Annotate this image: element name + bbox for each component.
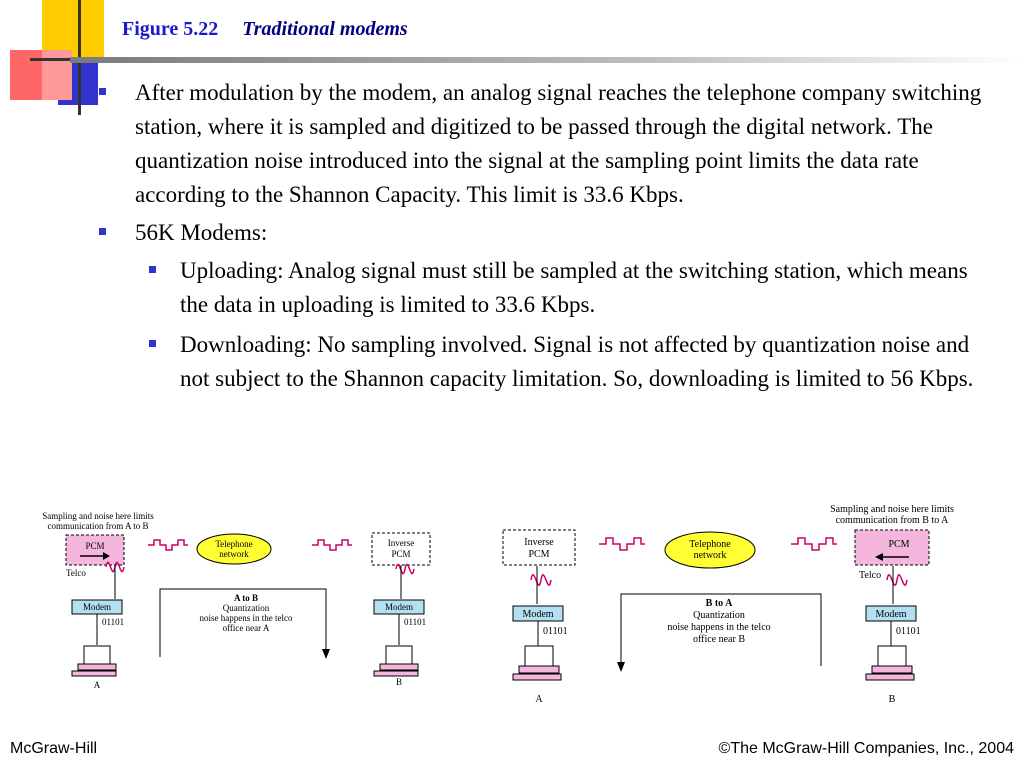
arrow-text: noise happens in the telco [199, 613, 293, 623]
network-label: Telephone [215, 539, 253, 549]
label-b: B [888, 694, 896, 705]
label-a: A [535, 694, 543, 705]
label-b: B [395, 677, 403, 687]
label-a: A [93, 680, 101, 690]
note-text: communication from A to B [47, 521, 149, 531]
digital-signal [791, 538, 837, 550]
modem-label: Modem [875, 609, 907, 620]
modem-label: Modem [385, 602, 413, 612]
inverse-label: Inverse [387, 538, 415, 548]
network-label: network [219, 549, 249, 559]
computer-icon [72, 646, 116, 676]
bullet-list [96, 76, 996, 399]
bullet-item: After modulation by the modem, an analog signal reaches the telephone company switching station, where it is sampled and digitized to be passed through the digital network. The quantization noise introduced into the signal at the sampling point limits the data rate according to the Shannon Capacity. This limit is 33.6 Kbps. [96, 76, 996, 212]
network-label: network [693, 550, 727, 561]
computer-icon [513, 646, 561, 680]
arrow-text: office near B [692, 634, 746, 645]
slide-title [122, 18, 408, 41]
bullet-item: 56K Modems: [96, 216, 996, 250]
arrow-text: office near A [222, 623, 270, 633]
footer-copyright: ©The McGraw-Hill Companies, Inc., 2004 [718, 740, 1014, 757]
diagram-a-to-b [28, 505, 448, 700]
digital-signal [599, 538, 645, 550]
computer-icon [374, 646, 418, 676]
analog-signal [887, 575, 907, 585]
title-underline [70, 57, 1024, 63]
telco-label: Telco [66, 568, 86, 578]
arrow-title: A to B [233, 593, 259, 603]
bits-label: 01101 [102, 617, 125, 627]
analog-signal [396, 564, 414, 573]
analog-signal [531, 575, 551, 585]
telco-label: Telco [859, 570, 882, 581]
note-text: Sampling and noise here limits [830, 504, 954, 515]
bits-label: 01101 [543, 626, 568, 637]
digital-signal [148, 540, 188, 550]
note-text: communication from B to A [835, 515, 949, 526]
bits-label: 01101 [404, 617, 427, 627]
arrow-text: Quantization [222, 603, 270, 613]
modem-label: Modem [522, 609, 554, 620]
corner-decoration [0, 0, 110, 110]
digital-signal [312, 540, 352, 550]
diagram-b-to-a [495, 500, 985, 710]
footer-publisher: McGraw-Hill [10, 740, 98, 757]
inverse-label: Inverse [524, 537, 554, 548]
pcm-label: PCM [888, 539, 910, 550]
arrow-text: noise happens in the telco [667, 622, 771, 633]
pcm-label: PCM [85, 541, 105, 551]
sub-bullet-item: Uploading: Analog signal must still be sampled at the switching station, which means the data in uploading is limited to 33.6 Kbps. [96, 254, 996, 322]
figure-number: Figure 5.22 [122, 18, 219, 40]
arrow-text: Quantization [693, 610, 745, 621]
bits-label: 01101 [896, 626, 921, 637]
arrow-title: B to A [705, 598, 733, 609]
network-label: Telephone [689, 539, 731, 550]
inverse-label: PCM [391, 549, 411, 559]
computer-icon [866, 646, 914, 680]
modem-label: Modem [83, 602, 111, 612]
inverse-label: PCM [528, 549, 550, 560]
figure-caption: Traditional modems [242, 18, 408, 40]
note-text: Sampling and noise here limits [42, 511, 154, 521]
sub-bullet-item: Downloading: No sampling involved. Signal is not affected by quantization noise and not subject to the Shannon capacity limitation. So, downloading is limited to 56 Kbps. [96, 328, 996, 396]
